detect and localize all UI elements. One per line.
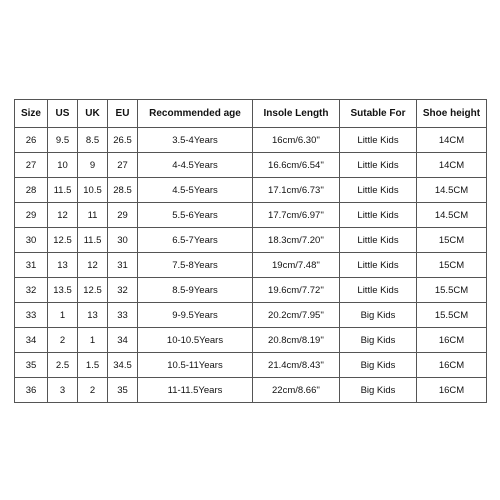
cell-shoe-height: 16CM	[417, 353, 487, 378]
cell-recommended-age: 5.5-6Years	[138, 203, 253, 228]
cell-us: 10	[48, 153, 78, 178]
cell-recommended-age: 10.5-11Years	[138, 353, 253, 378]
header-row	[15, 100, 487, 128]
cell-insole-length: 16.6cm/6.54''	[253, 153, 340, 178]
cell-sutable-for: Little Kids	[340, 278, 417, 303]
table-row	[15, 378, 487, 403]
cell-shoe-height: 14CM	[417, 153, 487, 178]
table-row	[15, 328, 487, 353]
table-row	[15, 228, 487, 253]
cell-size: 36	[15, 378, 48, 403]
cell-eu: 32	[108, 278, 138, 303]
cell-uk: 8.5	[78, 128, 108, 153]
cell-size: 34	[15, 328, 48, 353]
cell-size: 31	[15, 253, 48, 278]
table-row	[15, 178, 487, 203]
header-uk: UK	[78, 100, 108, 128]
cell-insole-length: 20.8cm/8.19''	[253, 328, 340, 353]
cell-shoe-height: 16CM	[417, 328, 487, 353]
header-us: US	[48, 100, 78, 128]
cell-insole-length: 20.2cm/7.95''	[253, 303, 340, 328]
table-row	[15, 153, 487, 178]
cell-uk: 12	[78, 253, 108, 278]
table-row	[15, 278, 487, 303]
cell-eu: 31	[108, 253, 138, 278]
cell-size: 33	[15, 303, 48, 328]
cell-shoe-height: 14.5CM	[417, 203, 487, 228]
cell-shoe-height: 14CM	[417, 128, 487, 153]
cell-recommended-age: 6.5-7Years	[138, 228, 253, 253]
cell-size: 29	[15, 203, 48, 228]
cell-us: 2.5	[48, 353, 78, 378]
cell-shoe-height: 15CM	[417, 228, 487, 253]
cell-shoe-height: 15CM	[417, 253, 487, 278]
header-size: Size	[15, 100, 48, 128]
cell-size: 30	[15, 228, 48, 253]
cell-uk: 2	[78, 378, 108, 403]
cell-recommended-age: 4-4.5Years	[138, 153, 253, 178]
cell-size: 27	[15, 153, 48, 178]
cell-sutable-for: Big Kids	[340, 378, 417, 403]
cell-us: 2	[48, 328, 78, 353]
cell-eu: 29	[108, 203, 138, 228]
cell-uk: 10.5	[78, 178, 108, 203]
cell-recommended-age: 8.5-9Years	[138, 278, 253, 303]
cell-uk: 9	[78, 153, 108, 178]
cell-recommended-age: 11-11.5Years	[138, 378, 253, 403]
table-row	[15, 253, 487, 278]
cell-insole-length: 16cm/6.30''	[253, 128, 340, 153]
cell-size: 28	[15, 178, 48, 203]
cell-eu: 30	[108, 228, 138, 253]
cell-shoe-height: 15.5CM	[417, 278, 487, 303]
cell-recommended-age: 4.5-5Years	[138, 178, 253, 203]
cell-sutable-for: Little Kids	[340, 228, 417, 253]
cell-shoe-height: 15.5CM	[417, 303, 487, 328]
cell-insole-length: 19.6cm/7.72''	[253, 278, 340, 303]
cell-sutable-for: Big Kids	[340, 328, 417, 353]
cell-size: 26	[15, 128, 48, 153]
cell-us: 12.5	[48, 228, 78, 253]
cell-sutable-for: Little Kids	[340, 128, 417, 153]
cell-sutable-for: Little Kids	[340, 253, 417, 278]
cell-insole-length: 18.3cm/7.20''	[253, 228, 340, 253]
cell-uk: 11.5	[78, 228, 108, 253]
cell-us: 11.5	[48, 178, 78, 203]
cell-us: 3	[48, 378, 78, 403]
cell-eu: 35	[108, 378, 138, 403]
header-recommended-age: Recommended age	[138, 100, 253, 128]
cell-insole-length: 22cm/8.66''	[253, 378, 340, 403]
cell-insole-length: 17.7cm/6.97''	[253, 203, 340, 228]
header-sutable-for: Sutable For	[340, 100, 417, 128]
cell-eu: 27	[108, 153, 138, 178]
cell-uk: 12.5	[78, 278, 108, 303]
table-row	[15, 303, 487, 328]
header-shoe-height: Shoe height	[417, 100, 487, 128]
cell-shoe-height: 16CM	[417, 378, 487, 403]
cell-uk: 1.5	[78, 353, 108, 378]
header-eu: EU	[108, 100, 138, 128]
cell-us: 13.5	[48, 278, 78, 303]
cell-recommended-age: 9-9.5Years	[138, 303, 253, 328]
cell-insole-length: 21.4cm/8.43''	[253, 353, 340, 378]
size-chart-table	[14, 99, 487, 403]
cell-size: 32	[15, 278, 48, 303]
cell-shoe-height: 14.5CM	[417, 178, 487, 203]
table-row	[15, 353, 487, 378]
table-row	[15, 128, 487, 153]
cell-insole-length: 17.1cm/6.73''	[253, 178, 340, 203]
cell-size: 35	[15, 353, 48, 378]
table-row	[15, 203, 487, 228]
cell-eu: 33	[108, 303, 138, 328]
cell-uk: 13	[78, 303, 108, 328]
cell-insole-length: 19cm/7.48''	[253, 253, 340, 278]
cell-sutable-for: Little Kids	[340, 178, 417, 203]
cell-sutable-for: Little Kids	[340, 203, 417, 228]
cell-recommended-age: 3.5-4Years	[138, 128, 253, 153]
cell-eu: 26.5	[108, 128, 138, 153]
cell-eu: 34.5	[108, 353, 138, 378]
cell-eu: 28.5	[108, 178, 138, 203]
cell-us: 13	[48, 253, 78, 278]
cell-sutable-for: Little Kids	[340, 153, 417, 178]
cell-recommended-age: 10-10.5Years	[138, 328, 253, 353]
cell-us: 12	[48, 203, 78, 228]
cell-uk: 11	[78, 203, 108, 228]
cell-recommended-age: 7.5-8Years	[138, 253, 253, 278]
header-insole-length: Insole Length	[253, 100, 340, 128]
cell-uk: 1	[78, 328, 108, 353]
cell-sutable-for: Big Kids	[340, 303, 417, 328]
cell-eu: 34	[108, 328, 138, 353]
cell-us: 1	[48, 303, 78, 328]
cell-sutable-for: Big Kids	[340, 353, 417, 378]
cell-us: 9.5	[48, 128, 78, 153]
